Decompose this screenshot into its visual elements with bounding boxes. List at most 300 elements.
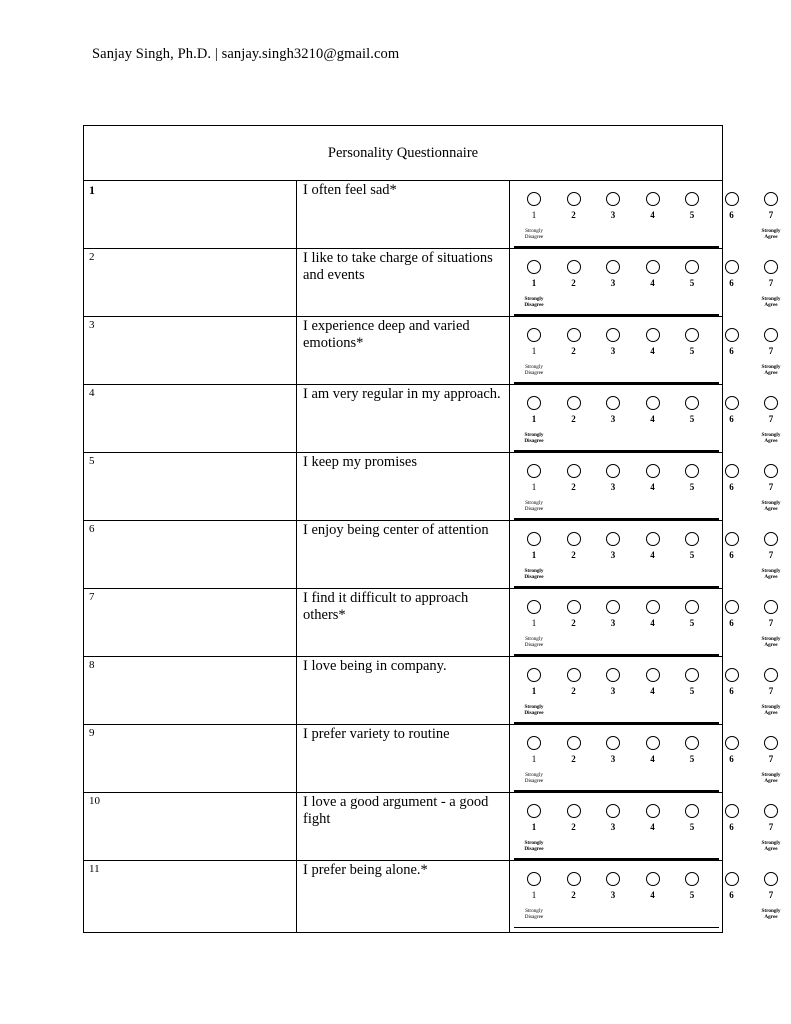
high-anchor-label bbox=[751, 364, 791, 376]
radio-circle-icon[interactable] bbox=[567, 260, 581, 274]
radio-circle-icon[interactable] bbox=[527, 736, 541, 750]
low-anchor-line1: Strongly bbox=[524, 296, 544, 302]
rating-scale bbox=[514, 793, 781, 860]
rating-option-label: 6 bbox=[729, 482, 734, 492]
low-anchor-line2: Disagree bbox=[524, 438, 544, 445]
rating-option-1[interactable] bbox=[521, 736, 547, 764]
rating-option-4[interactable] bbox=[640, 532, 666, 560]
rating-option-label: 4 bbox=[650, 686, 655, 696]
radio-circle-icon[interactable] bbox=[606, 260, 620, 274]
high-anchor-line1: Strongly bbox=[761, 568, 781, 574]
rating-option-6[interactable] bbox=[719, 668, 745, 696]
high-anchor-line1: Strongly bbox=[761, 432, 781, 438]
rating-scale bbox=[514, 589, 781, 656]
rating-option-label: 6 bbox=[729, 890, 734, 900]
rating-option-label: 6 bbox=[729, 414, 734, 424]
question-row bbox=[84, 521, 723, 589]
radio-circle-icon[interactable] bbox=[606, 736, 620, 750]
radio-circle-icon[interactable] bbox=[685, 600, 699, 614]
question-row bbox=[84, 453, 723, 521]
radio-circle-icon[interactable] bbox=[764, 192, 778, 206]
rating-option-label: 1 bbox=[531, 822, 537, 832]
radio-circle-icon[interactable] bbox=[725, 328, 739, 342]
rating-option-7[interactable] bbox=[758, 396, 784, 424]
high-anchor-line1: Strongly bbox=[761, 228, 781, 234]
high-anchor-line2: Agree bbox=[764, 506, 778, 513]
radio-circle-icon[interactable] bbox=[764, 532, 778, 546]
rating-option-7[interactable] bbox=[758, 736, 784, 764]
radio-circle-icon[interactable] bbox=[646, 260, 660, 274]
radio-circle-icon[interactable] bbox=[567, 328, 581, 342]
low-anchor-label bbox=[514, 908, 554, 920]
rating-option-label: 5 bbox=[689, 482, 695, 492]
radio-circle-icon[interactable] bbox=[764, 464, 778, 478]
rating-option-label: 2 bbox=[571, 618, 576, 628]
rating-option-3[interactable] bbox=[600, 192, 626, 220]
rating-option-4[interactable] bbox=[640, 260, 666, 288]
radio-circle-icon[interactable] bbox=[606, 192, 620, 206]
rating-option-3[interactable] bbox=[600, 396, 626, 424]
radio-circle-icon[interactable] bbox=[646, 192, 660, 206]
rating-option-5[interactable] bbox=[679, 668, 705, 696]
rating-option-label: 5 bbox=[689, 346, 695, 356]
rating-option-label: 1 bbox=[531, 550, 537, 560]
rating-option-2[interactable] bbox=[561, 668, 587, 696]
radio-circle-icon[interactable] bbox=[685, 736, 699, 750]
rating-option-7[interactable] bbox=[758, 668, 784, 696]
radio-circle-icon[interactable] bbox=[725, 192, 739, 206]
high-anchor-line2: Agree bbox=[764, 642, 778, 649]
radio-circle-icon[interactable] bbox=[764, 260, 778, 274]
radio-circle-icon[interactable] bbox=[725, 872, 739, 886]
rating-option-label: 6 bbox=[729, 686, 734, 696]
radio-circle-icon[interactable] bbox=[725, 736, 739, 750]
rating-option-label: 4 bbox=[650, 754, 655, 764]
high-anchor-line2: Agree bbox=[764, 574, 778, 581]
rating-option-3[interactable] bbox=[600, 600, 626, 628]
question-text: I keep my promises bbox=[297, 453, 510, 521]
rating-option-5[interactable] bbox=[679, 464, 705, 492]
rating-option-label: 2 bbox=[571, 550, 576, 560]
rating-option-2[interactable] bbox=[561, 532, 587, 560]
radio-circle-icon[interactable] bbox=[527, 260, 541, 274]
high-anchor-line1: Strongly bbox=[761, 364, 781, 370]
rating-option-6[interactable] bbox=[719, 260, 745, 288]
high-anchor-line1: Strongly bbox=[761, 636, 781, 642]
rating-option-1[interactable] bbox=[521, 192, 547, 220]
rating-option-label: 5 bbox=[689, 550, 695, 560]
low-anchor-label bbox=[514, 228, 554, 240]
rating-option-4[interactable] bbox=[640, 328, 666, 356]
question-number: 11 bbox=[84, 861, 297, 933]
rating-option-1[interactable] bbox=[521, 396, 547, 424]
rating-option-5[interactable] bbox=[679, 736, 705, 764]
rating-option-label: 4 bbox=[650, 346, 655, 356]
radio-circle-icon[interactable] bbox=[646, 396, 660, 410]
radio-circle-icon[interactable] bbox=[567, 600, 581, 614]
rating-option-label: 2 bbox=[571, 210, 576, 220]
rating-option-5[interactable] bbox=[679, 260, 705, 288]
rating-option-label: 3 bbox=[610, 210, 616, 220]
question-number: 4 bbox=[84, 385, 297, 453]
rating-option-5[interactable] bbox=[679, 872, 705, 900]
rating-option-label: 1 bbox=[531, 754, 537, 764]
radio-circle-icon[interactable] bbox=[685, 260, 699, 274]
radio-circle-icon[interactable] bbox=[646, 872, 660, 886]
rating-option-2[interactable] bbox=[561, 192, 587, 220]
radio-circle-icon[interactable] bbox=[764, 804, 778, 818]
rating-scale bbox=[514, 657, 781, 724]
rating-option-7[interactable] bbox=[758, 532, 784, 560]
rating-option-7[interactable] bbox=[758, 192, 784, 220]
radio-circle-icon[interactable] bbox=[685, 464, 699, 478]
rating-option-1[interactable] bbox=[521, 600, 547, 628]
high-anchor-line2: Agree bbox=[764, 370, 778, 377]
rating-option-2[interactable] bbox=[561, 736, 587, 764]
radio-circle-icon[interactable] bbox=[606, 872, 620, 886]
radio-circle-icon[interactable] bbox=[567, 532, 581, 546]
high-anchor-line2: Agree bbox=[764, 846, 778, 853]
rating-scale bbox=[514, 317, 781, 384]
rating-scale-cell bbox=[510, 385, 781, 453]
radio-circle-icon[interactable] bbox=[685, 804, 699, 818]
radio-circle-icon[interactable] bbox=[527, 396, 541, 410]
rating-option-label: 1 bbox=[531, 210, 537, 220]
high-anchor-label bbox=[751, 432, 791, 444]
rating-option-label: 6 bbox=[729, 278, 734, 288]
radio-circle-icon[interactable] bbox=[606, 804, 620, 818]
question-row bbox=[84, 657, 723, 725]
radio-circle-icon[interactable] bbox=[685, 192, 699, 206]
rating-option-5[interactable] bbox=[679, 804, 705, 832]
rating-option-3[interactable] bbox=[600, 464, 626, 492]
rating-option-6[interactable] bbox=[719, 872, 745, 900]
radio-circle-icon[interactable] bbox=[725, 668, 739, 682]
rating-option-5[interactable] bbox=[679, 328, 705, 356]
low-anchor-label bbox=[514, 840, 554, 852]
high-anchor-line2: Agree bbox=[764, 438, 778, 445]
rating-option-1[interactable] bbox=[521, 328, 547, 356]
rating-option-3[interactable] bbox=[600, 804, 626, 832]
high-anchor-label bbox=[751, 500, 791, 512]
question-text: I prefer variety to routine bbox=[297, 725, 510, 793]
rating-scale-cell bbox=[510, 793, 781, 861]
rating-option-5[interactable] bbox=[679, 396, 705, 424]
rating-option-label: 5 bbox=[689, 890, 695, 900]
radio-circle-icon[interactable] bbox=[764, 600, 778, 614]
rating-option-label: 1 bbox=[531, 346, 537, 356]
radio-circle-icon[interactable] bbox=[725, 532, 739, 546]
question-number: 3 bbox=[84, 317, 297, 385]
radio-circle-icon[interactable] bbox=[527, 192, 541, 206]
rating-option-6[interactable] bbox=[719, 736, 745, 764]
rating-option-5[interactable] bbox=[679, 532, 705, 560]
low-anchor-line2: Disagree bbox=[524, 710, 544, 717]
radio-circle-icon[interactable] bbox=[567, 736, 581, 750]
radio-circle-icon[interactable] bbox=[606, 600, 620, 614]
rating-option-label: 3 bbox=[610, 822, 616, 832]
low-anchor-line2: Disagree bbox=[524, 302, 544, 309]
radio-circle-icon[interactable] bbox=[646, 668, 660, 682]
rating-option-6[interactable] bbox=[719, 532, 745, 560]
question-row bbox=[84, 249, 723, 317]
low-anchor-label bbox=[514, 704, 554, 716]
questionnaire-table bbox=[83, 125, 781, 933]
question-text: I prefer being alone.* bbox=[297, 861, 510, 933]
rating-option-label: 1 bbox=[531, 482, 537, 492]
rating-option-7[interactable] bbox=[758, 804, 784, 832]
low-anchor-line2: Disagree bbox=[524, 370, 544, 377]
rating-option-1[interactable] bbox=[521, 872, 547, 900]
rating-option-2[interactable] bbox=[561, 396, 587, 424]
rating-option-4[interactable] bbox=[640, 872, 666, 900]
rating-option-4[interactable] bbox=[640, 668, 666, 696]
rating-option-label: 1 bbox=[531, 414, 537, 424]
rating-option-4[interactable] bbox=[640, 464, 666, 492]
low-anchor-line1: Strongly bbox=[524, 568, 544, 574]
rating-option-4[interactable] bbox=[640, 804, 666, 832]
rating-option-label: 4 bbox=[650, 550, 655, 560]
low-anchor-line2: Disagree bbox=[524, 574, 544, 581]
rating-option-label: 5 bbox=[689, 822, 695, 832]
rating-option-label: 5 bbox=[689, 414, 695, 424]
rating-option-3[interactable] bbox=[600, 872, 626, 900]
radio-circle-icon[interactable] bbox=[527, 804, 541, 818]
rating-option-2[interactable] bbox=[561, 464, 587, 492]
radio-circle-icon[interactable] bbox=[646, 736, 660, 750]
radio-circle-icon[interactable] bbox=[764, 396, 778, 410]
radio-circle-icon[interactable] bbox=[646, 804, 660, 818]
radio-circle-icon[interactable] bbox=[527, 464, 541, 478]
high-anchor-line1: Strongly bbox=[761, 296, 781, 302]
rating-scale-cell bbox=[510, 657, 781, 725]
high-anchor-line2: Agree bbox=[764, 302, 778, 309]
rating-option-7[interactable] bbox=[758, 464, 784, 492]
radio-circle-icon[interactable] bbox=[764, 328, 778, 342]
rating-option-4[interactable] bbox=[640, 192, 666, 220]
radio-circle-icon[interactable] bbox=[725, 600, 739, 614]
high-anchor-label bbox=[751, 296, 791, 308]
rating-option-1[interactable] bbox=[521, 804, 547, 832]
rating-option-label: 3 bbox=[610, 278, 616, 288]
radio-circle-icon[interactable] bbox=[685, 396, 699, 410]
question-number: 8 bbox=[84, 657, 297, 725]
high-anchor-line2: Agree bbox=[764, 914, 778, 921]
rating-option-1[interactable] bbox=[521, 668, 547, 696]
low-anchor-line2: Disagree bbox=[524, 234, 544, 241]
radio-circle-icon[interactable] bbox=[606, 668, 620, 682]
rating-option-label: 7 bbox=[768, 482, 774, 492]
rating-option-label: 1 bbox=[531, 686, 537, 696]
rating-option-4[interactable] bbox=[640, 736, 666, 764]
rating-option-label: 1 bbox=[531, 278, 537, 288]
low-anchor-line1: Strongly bbox=[525, 772, 543, 778]
rating-option-3[interactable] bbox=[600, 736, 626, 764]
rating-option-7[interactable] bbox=[758, 872, 784, 900]
rating-option-label: 7 bbox=[768, 618, 774, 628]
rating-option-label: 3 bbox=[610, 346, 616, 356]
radio-circle-icon[interactable] bbox=[527, 532, 541, 546]
radio-circle-icon[interactable] bbox=[567, 872, 581, 886]
rating-scale-cell bbox=[510, 181, 781, 249]
rating-option-7[interactable] bbox=[758, 600, 784, 628]
radio-circle-icon[interactable] bbox=[606, 328, 620, 342]
radio-circle-icon[interactable] bbox=[725, 804, 739, 818]
rating-scale bbox=[514, 385, 781, 452]
rating-option-label: 4 bbox=[650, 482, 655, 492]
question-number: 9 bbox=[84, 725, 297, 793]
question-row bbox=[84, 861, 723, 933]
low-anchor-label bbox=[514, 432, 554, 444]
question-number: 2 bbox=[84, 249, 297, 317]
rating-scale-cell bbox=[510, 725, 781, 793]
rating-option-label: 1 bbox=[531, 618, 537, 628]
rating-scale bbox=[514, 453, 781, 520]
rating-option-5[interactable] bbox=[679, 600, 705, 628]
rating-option-6[interactable] bbox=[719, 192, 745, 220]
radio-circle-icon[interactable] bbox=[646, 532, 660, 546]
rating-scale-cell bbox=[510, 317, 781, 385]
rating-option-label: 5 bbox=[689, 754, 695, 764]
radio-circle-icon[interactable] bbox=[646, 464, 660, 478]
high-anchor-line1: Strongly bbox=[761, 500, 781, 506]
high-anchor-line1: Strongly bbox=[761, 704, 781, 710]
rating-option-5[interactable] bbox=[679, 192, 705, 220]
rating-option-label: 6 bbox=[729, 618, 734, 628]
rating-option-6[interactable] bbox=[719, 396, 745, 424]
radio-circle-icon[interactable] bbox=[764, 872, 778, 886]
radio-circle-icon[interactable] bbox=[646, 600, 660, 614]
low-anchor-line2: Disagree bbox=[524, 506, 544, 513]
rating-option-2[interactable] bbox=[561, 872, 587, 900]
radio-circle-icon[interactable] bbox=[567, 192, 581, 206]
radio-circle-icon[interactable] bbox=[764, 668, 778, 682]
low-anchor-line2: Disagree bbox=[524, 846, 544, 853]
rating-option-1[interactable] bbox=[521, 532, 547, 560]
rating-option-label: 3 bbox=[610, 618, 616, 628]
question-row bbox=[84, 793, 723, 861]
rating-option-6[interactable] bbox=[719, 804, 745, 832]
rating-option-7[interactable] bbox=[758, 328, 784, 356]
question-text: I experience deep and varied emotions* bbox=[297, 317, 510, 385]
radio-circle-icon[interactable] bbox=[606, 532, 620, 546]
question-number: 1 bbox=[84, 181, 297, 249]
low-anchor-label bbox=[514, 772, 554, 784]
rating-option-1[interactable] bbox=[521, 260, 547, 288]
rating-option-4[interactable] bbox=[640, 396, 666, 424]
radio-circle-icon[interactable] bbox=[764, 736, 778, 750]
radio-circle-icon[interactable] bbox=[685, 532, 699, 546]
radio-circle-icon[interactable] bbox=[527, 600, 541, 614]
rating-option-label: 4 bbox=[650, 278, 655, 288]
radio-circle-icon[interactable] bbox=[567, 464, 581, 478]
rating-option-label: 4 bbox=[650, 890, 655, 900]
question-row bbox=[84, 317, 723, 385]
rating-option-6[interactable] bbox=[719, 464, 745, 492]
rating-option-2[interactable] bbox=[561, 804, 587, 832]
rating-option-3[interactable] bbox=[600, 328, 626, 356]
radio-circle-icon[interactable] bbox=[646, 328, 660, 342]
rating-option-label: 7 bbox=[768, 890, 774, 900]
document-header: Sanjay Singh, Ph.D. | sanjay.singh3210@gmail.com bbox=[92, 46, 400, 62]
rating-option-6[interactable] bbox=[719, 328, 745, 356]
rating-option-label: 5 bbox=[689, 618, 695, 628]
low-anchor-line1: Strongly bbox=[524, 432, 544, 438]
low-anchor-line2: Disagree bbox=[524, 642, 544, 649]
low-anchor-line2: Disagree bbox=[524, 914, 544, 921]
radio-circle-icon[interactable] bbox=[725, 396, 739, 410]
rating-option-label: 7 bbox=[768, 210, 774, 220]
rating-option-2[interactable] bbox=[561, 600, 587, 628]
radio-circle-icon[interactable] bbox=[527, 328, 541, 342]
low-anchor-line1: Strongly bbox=[525, 228, 543, 234]
radio-circle-icon[interactable] bbox=[606, 396, 620, 410]
rating-option-label: 3 bbox=[610, 414, 616, 424]
rating-scale bbox=[514, 249, 781, 316]
rating-option-label: 4 bbox=[650, 414, 655, 424]
radio-circle-icon[interactable] bbox=[685, 328, 699, 342]
rating-option-3[interactable] bbox=[600, 532, 626, 560]
rating-option-label: 6 bbox=[729, 346, 734, 356]
high-anchor-label bbox=[751, 704, 791, 716]
rating-option-label: 2 bbox=[571, 754, 576, 764]
rating-option-label: 2 bbox=[571, 890, 576, 900]
question-text: I often feel sad* bbox=[297, 181, 510, 249]
rating-scale-cell bbox=[510, 521, 781, 589]
radio-circle-icon[interactable] bbox=[527, 668, 541, 682]
radio-circle-icon[interactable] bbox=[567, 668, 581, 682]
rating-scale bbox=[514, 725, 781, 792]
radio-circle-icon[interactable] bbox=[685, 872, 699, 886]
radio-circle-icon[interactable] bbox=[567, 396, 581, 410]
rating-option-label: 2 bbox=[571, 482, 576, 492]
rating-option-2[interactable] bbox=[561, 260, 587, 288]
rating-option-label: 2 bbox=[571, 278, 576, 288]
rating-option-2[interactable] bbox=[561, 328, 587, 356]
question-row bbox=[84, 181, 723, 249]
rating-option-7[interactable] bbox=[758, 260, 784, 288]
rating-option-4[interactable] bbox=[640, 600, 666, 628]
rating-option-3[interactable] bbox=[600, 668, 626, 696]
radio-circle-icon[interactable] bbox=[606, 464, 620, 478]
high-anchor-label bbox=[751, 908, 791, 920]
radio-circle-icon[interactable] bbox=[725, 464, 739, 478]
radio-circle-icon[interactable] bbox=[567, 804, 581, 818]
question-row bbox=[84, 725, 723, 793]
questionnaire-title: Personality Questionnaire bbox=[84, 126, 723, 181]
question-number: 10 bbox=[84, 793, 297, 861]
rating-scale-cell bbox=[510, 861, 781, 933]
rating-option-label: 7 bbox=[768, 414, 774, 424]
question-text: I love being in company. bbox=[297, 657, 510, 725]
radio-circle-icon[interactable] bbox=[725, 260, 739, 274]
low-anchor-label bbox=[514, 500, 554, 512]
rating-option-3[interactable] bbox=[600, 260, 626, 288]
radio-circle-icon[interactable] bbox=[685, 668, 699, 682]
high-anchor-label bbox=[751, 568, 791, 580]
rating-option-label: 3 bbox=[610, 754, 616, 764]
rating-option-label: 7 bbox=[768, 346, 774, 356]
rating-scale-cell bbox=[510, 453, 781, 521]
low-anchor-line1: Strongly bbox=[525, 500, 543, 506]
rating-option-6[interactable] bbox=[719, 600, 745, 628]
radio-circle-icon[interactable] bbox=[527, 872, 541, 886]
rating-option-label: 1 bbox=[531, 890, 537, 900]
rating-option-1[interactable] bbox=[521, 464, 547, 492]
low-anchor-line1: Strongly bbox=[524, 704, 544, 710]
rating-option-label: 7 bbox=[768, 278, 774, 288]
rating-scale bbox=[514, 181, 781, 248]
